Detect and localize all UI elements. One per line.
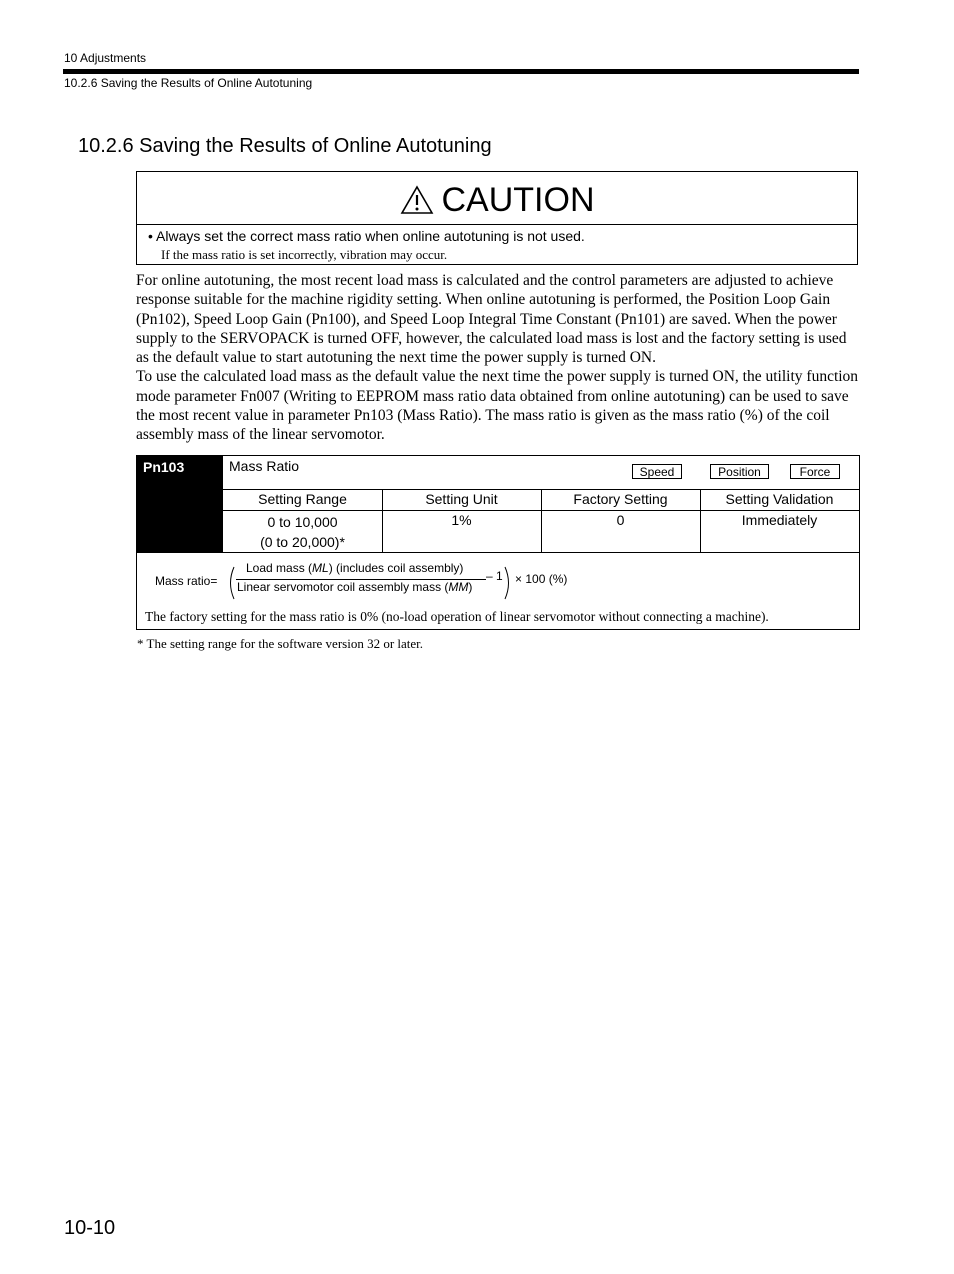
formula-lhs: Mass ratio= [155,574,218,588]
column-header-setting-unit: Setting Unit [425,491,498,507]
parameter-number: Pn103 [137,456,223,553]
column-header-setting-validation: Setting Validation [725,491,834,507]
parameter-name: Mass Ratio [229,458,300,474]
setting-range-value [223,512,382,552]
setting-range-line-1: 0 to 10,000 [267,514,338,530]
caution-box [136,171,858,265]
running-header-chapter: 10 Adjustments [64,51,147,65]
variable-mm: MM [448,580,469,594]
column-header-factory-setting: Factory Setting [573,491,668,507]
formula-denominator: Linear servomotor coil assembly mass (MM) [237,580,473,594]
setting-unit-value: 1% [451,512,472,528]
warning-triangle-icon [400,185,434,215]
grid-line [137,552,859,553]
mass-ratio-formula [155,561,595,602]
body-text [136,271,860,445]
factory-setting-value: 0 [616,512,625,528]
body-paragraph-1: For online autotuning, the most recent load mass is calculated and the control parameters are adjusted to achieve response suitable for the machine rigidity setting. When online autotuning is performed, the Position Loop Gain (Pn102), Speed Loop Gain (Pn100), and Speed Loop Integral Time Constant (Pn101) are saved. When the power supply to the SERVOPACK is turned OFF, however, the calculated load mass is lost and the factory setting is used as the default value to start autotuning the next time the power supply is turned ON. [136,272,847,367]
variable-ml: ML [312,561,329,575]
formula-numerator: Load mass (ML) (includes coil assembly) [246,561,464,575]
setting-range-line-2: (0 to 20,000)* [260,534,345,550]
page-number: 10-10 [64,1217,116,1239]
left-paren [226,566,236,600]
caution-note: If the mass ratio is set incorrectly, vibration may occur. [161,247,448,262]
factory-setting-note: The factory setting for the mass ratio is 0% (no-load operation of linear servomotor without connecting a machine). [145,609,769,624]
header-rule [63,69,859,74]
tag-position: Position [710,464,769,479]
footnote: * The setting range for the software version 32 or later. [137,636,424,651]
formula-minus-one: – 1 [486,569,503,583]
parameter-table [136,455,860,630]
body-paragraph-2: To use the calculated load mass as the default value the next time the power supply is turned ON, the utility function mode parameter Fn007 (Writing to EEPROM mass ratio data obtained from online autotuning) can be used to save the most recent value in parameter Pn103 (Mass Ratio). The mass ratio is given as the mass ratio (%) of the coil assembly mass of the linear servomotor. [136,368,859,444]
running-header-section: 10.2.6 Saving the Results of Online Autotuning [64,76,313,90]
section-title: 10.2.6 Saving the Results of Online Autotuning [78,135,492,157]
setting-validation-value: Immediately [741,512,818,528]
caution-header [137,172,857,225]
formula-times: × 100 (%) [515,572,568,586]
caution-bullet: • Always set the correct mass ratio when online autotuning is not used. [148,228,585,244]
caution-title: CAUTION [441,181,595,219]
column-header-setting-range: Setting Range [258,491,347,507]
tag-speed: Speed [632,464,682,479]
tag-force: Force [790,464,840,479]
right-paren [503,566,513,600]
